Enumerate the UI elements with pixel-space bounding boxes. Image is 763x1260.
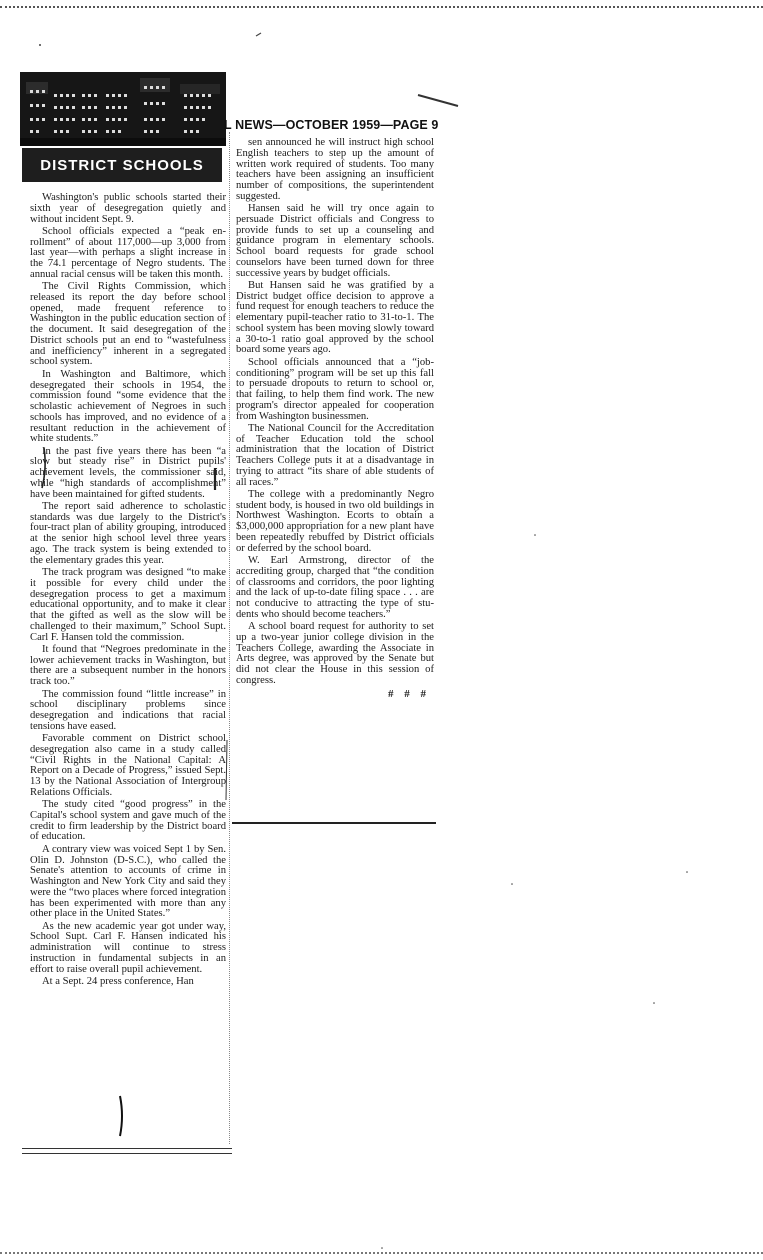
school-building-icon <box>20 72 226 146</box>
binding-shadow-mark <box>226 740 227 800</box>
article-paragraph: At a Sept. 24 press conference, Han <box>42 975 194 987</box>
speck-mark <box>256 33 261 36</box>
section-title-banner: DISTRICT SCHOOLS <box>22 148 222 182</box>
article-paragraph: The commission found “little increase” in school disciplinary problems since desegregation and indications that racial tensions have eased. <box>30 688 226 732</box>
article-paragraph: But Hansen said he was gratified by a District budget office decision to approve a fund request for enough teachers to reduce the elementary pupil-teacher ratio to 31-to-1. The school system has been moving slowly toward a 30-to-1 ratio goal approved by the school board some years ago. <box>236 279 434 356</box>
article-paragraph: The college with a predominantly Negro student body, is housed in two old buildings in Northwest Washington. Ecorts to obtain a $3,000,000 appropriation for a new plant have been repeatedly rebuffed by District officials or deferred by the school board. <box>236 488 434 554</box>
pen-stroke-mark <box>418 95 458 106</box>
article-paragraph: A contrary view was voiced Sept 1 by Sen. Olin D. Johnston (D-S.C.), who called the Senate's attention to accounts of crime in Washington and New York City and said they were the “two places where forced integration has been experimented with more than any other place in the United States.” <box>30 843 226 920</box>
article-paragraph: The report said adherence to scholastic standards was due largely to the District's four-tract plan of ability grouping, introduced at the senior high school level three years ago. The track system is being extended to the elementary grades this year. <box>30 500 226 566</box>
article-paragraph: Washington's public schools started their sixth year of desegregation quietly and without incident Sept. 9. <box>30 192 226 225</box>
article-paragraph: sen announced he will instruct high school English teachers to step up the amount of written work required of students. Too many teachers have been assigning an insufficient number of compositions, the superintendent suggested. <box>236 137 434 202</box>
right-column-end-rule <box>232 822 436 824</box>
article-paragraph: The track program was designed “to make it possible for every child under the desegregation process to get a maximum educational opportunity, and to make it clear that the gifted as well as the slow will be challenged to their maximum,” School Supt. Carl F. Hansen told the commission. <box>30 567 226 643</box>
scan-border-top <box>0 0 763 8</box>
article-paragraph: As the new academic year got under way, School Supt. Carl F. Hansen indicated his administration will continue to stress instruction in fundamental subjects in an effort to raise overall pupil achievement. <box>30 920 226 975</box>
column-divider <box>229 132 231 1144</box>
article-paragraph: The Civil Rights Commission, which released its report the day before school opened, made frequent reference to Washington in the public education section of the document. It said desegregation of the District schools put an end to “wastefulness and inefficiency” inherent in a segregated school system. <box>30 281 226 368</box>
end-mark: # # # <box>388 687 430 700</box>
article-paragraph: Favorable comment on District school desegregation also came in a study called “Civil Rights in the National Capital: A Report on a Decade of Progress,” issued Sept. 13 by the National Association of Intergroup Relations Officials. <box>30 733 226 798</box>
article-paragraph: School officials expected a “peak enrollment” of about 117,000—up 3,000 from last year—with perhaps a slight increase in the 74.1 percentage of Negro students. The annual racial census will be taken this month. <box>30 225 226 280</box>
right-column-paragraphs <box>236 138 434 687</box>
pen-mark-bottom <box>120 1096 122 1136</box>
running-head: L NEWS—OCTOBER 1959—PAGE 9 <box>224 118 439 132</box>
article-paragraph: A school board request for authority to set up a two-year junior college division in the Teachers College, awarding the Associate in Arts degree, was approved by the Senate but did not clear the House in this session of congress. <box>236 621 434 686</box>
masthead-building-illustration <box>20 72 226 146</box>
article-paragraph: School officials announced that a “job-conditioning” program will be set up this fall to persuade dropouts to return to school or, that failing, to help them find work. The new program's director appealed for cooperation from Washington businessmen. <box>236 356 434 422</box>
article-paragraph: W. Earl Armstrong, director of the accrediting group, charged that “the condition of classrooms and corridors, the poor lighting and the lack of up-to-date filing space . . . are not conducive to attracting the type of students who should become teachers.” <box>236 555 434 620</box>
article-paragraph: In the past five years there has been “a slow but steady rise” in District pupils' achievement levels, the commissioner said, while “high standards of accomplishment” have been maintained for gifted students. <box>30 445 226 500</box>
article-paragraph: Hansen said he will try once again to persuade District officials and Congress to provide funds to set up a counseling and guidance program in elementary schools. School board requests for grade school counselors have been turned down for three successive years by budget officials. <box>236 203 434 279</box>
left-column-end-rule <box>22 1148 232 1154</box>
article-column-right <box>236 138 434 699</box>
article-paragraph: The National Council for the Accreditation of Teacher Education told the school administration that the location of District Teachers College puts it at a disadvantage in trying to attract “its share of able students of all races.” <box>236 422 434 488</box>
article-paragraph: The study cited “good progress” in the Capital's school system and gave much of the credit to firm leadership by the District board of education. <box>30 799 226 843</box>
scan-border-bottom <box>0 1252 763 1258</box>
article-paragraph: It found that “Negroes predominate in the lower achievement tracks in Washington, but there are a subsequent number in the honors track too.” <box>30 643 226 688</box>
article-column-left <box>30 193 226 988</box>
article-paragraph: In Washington and Baltimore, which desegregated their schools in 1954, the commission found “some evidence that the scholastic achievement of Negroes in such schools has improved, and no evidence of a resultant reduction in the achievement of white students.” <box>30 368 226 445</box>
